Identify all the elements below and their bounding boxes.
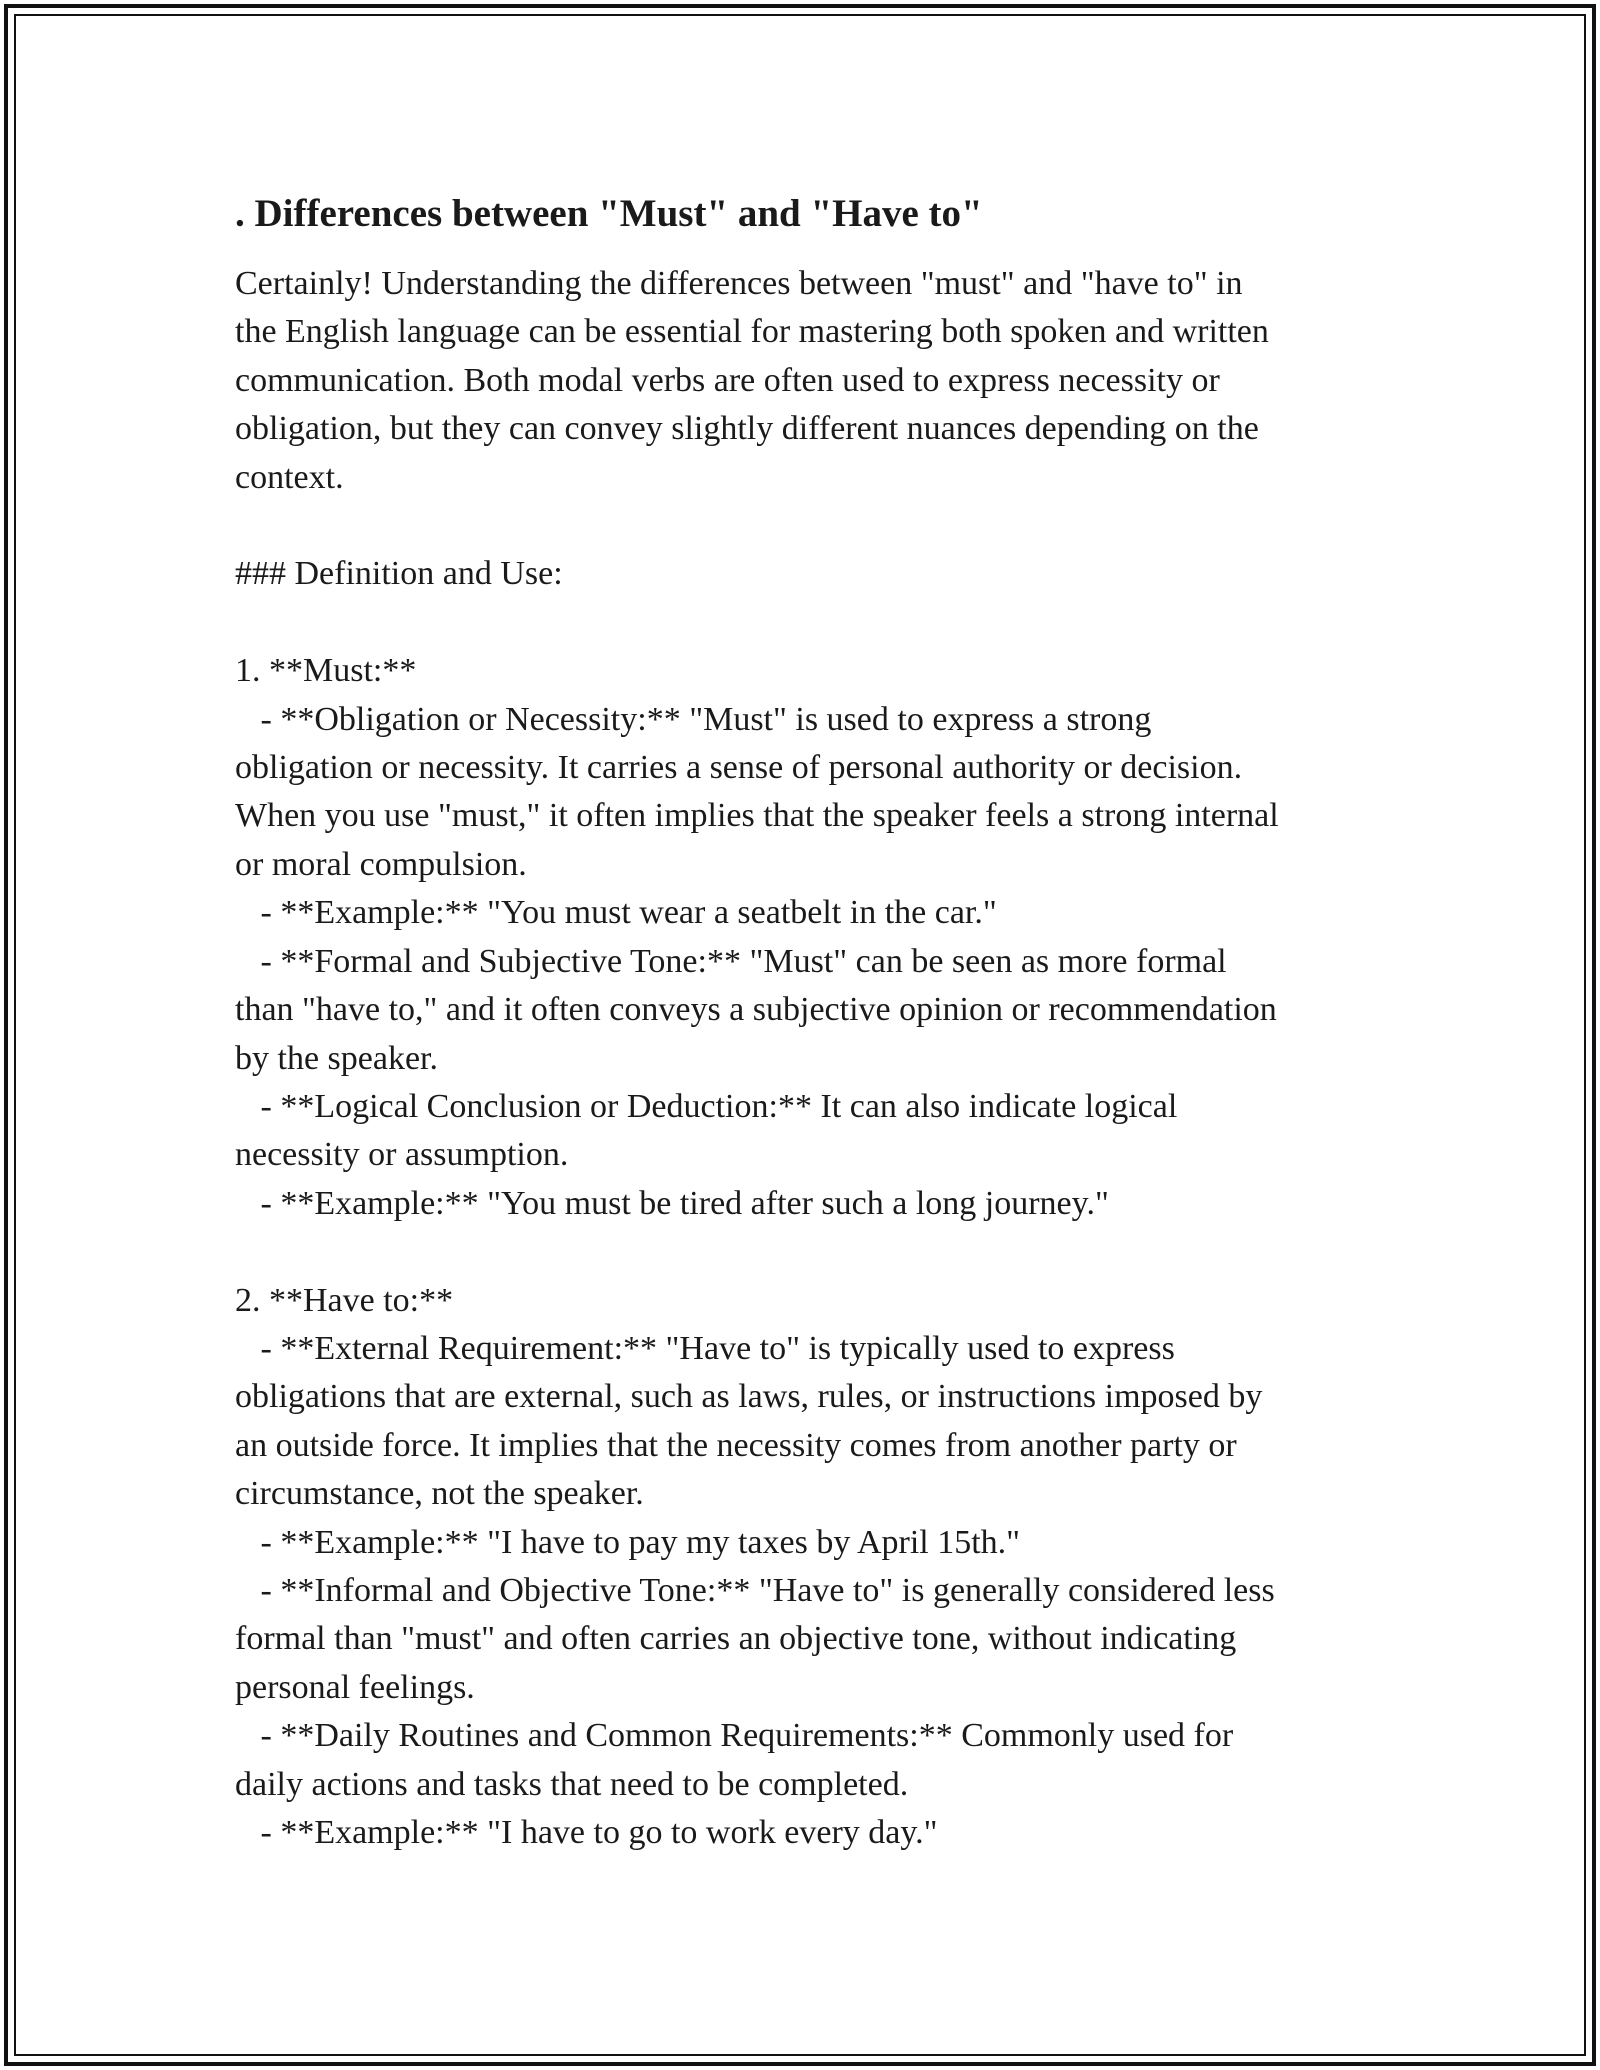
text-line: - **Example:** "You must wear a seatbelt in the car." xyxy=(235,894,997,932)
text-line: - **Obligation or Necessity:** "Must" is used to express a strong xyxy=(235,700,1152,738)
text-line: - **Formal and Subjective Tone:** "Must" can be seen as more formal xyxy=(235,942,1227,980)
document-text xyxy=(235,260,1385,1857)
text-line: necessity or assumption. xyxy=(235,1136,569,1174)
text-line: - **Logical Conclusion or Deduction:** It can also indicate logical xyxy=(235,1087,1178,1125)
text-line: personal feelings. xyxy=(235,1668,475,1706)
text-line: - **Daily Routines and Common Requirements:** Commonly used for xyxy=(235,1717,1234,1755)
text-line: than "have to," and it often conveys a subjective opinion or recommendation xyxy=(235,991,1277,1029)
text-line: circumstance, not the speaker. xyxy=(235,1475,644,1513)
text-line: formal than "must" and often carries an objective tone, without indicating xyxy=(235,1620,1237,1658)
blank-line xyxy=(235,502,1385,550)
document-body xyxy=(235,188,1385,1857)
text-line: obligation, but they can convey slightly different nuances depending on the xyxy=(235,410,1259,448)
text-line: context. xyxy=(235,458,344,496)
text-line: daily actions and tasks that need to be completed. xyxy=(235,1765,909,1803)
text-line: - **External Requirement:** "Have to" is typically used to express xyxy=(235,1329,1175,1367)
text-line: - **Example:** "You must be tired after such a long journey." xyxy=(235,1184,1109,1222)
text-line: - **Example:** "I have to pay my taxes by April 15th." xyxy=(235,1523,1021,1561)
text-line: or moral compulsion. xyxy=(235,845,527,883)
text-line: obligation or necessity. It carries a sense of personal authority or decision. xyxy=(235,749,1243,787)
text-line: obligations that are external, such as laws, rules, or instructions imposed by xyxy=(235,1378,1263,1416)
text-line: ### Definition and Use: xyxy=(235,555,563,593)
blank-line xyxy=(235,599,1385,647)
blank-line xyxy=(235,1228,1385,1276)
text-line: 1. **Must:** xyxy=(235,652,417,690)
text-line: When you use "must," it often implies that the speaker feels a strong internal xyxy=(235,797,1279,835)
document-title: . Differences between "Must" and "Have to" xyxy=(235,192,983,235)
text-line: - **Example:** "I have to go to work every day." xyxy=(235,1814,938,1851)
text-line: by the speaker. xyxy=(235,1039,438,1077)
text-line: communication. Both modal verbs are often used to express necessity or xyxy=(235,361,1220,399)
text-line: - **Informal and Objective Tone:** "Have to" is generally considered less xyxy=(235,1571,1275,1609)
text-line: the English language can be essential for mastering both spoken and written xyxy=(235,313,1269,351)
text-line: 2. **Have to:** xyxy=(235,1281,454,1319)
text-line: Certainly! Understanding the differences between "must" and "have to" in xyxy=(235,265,1243,302)
text-line: an outside force. It implies that the necessity comes from another party or xyxy=(235,1426,1237,1464)
